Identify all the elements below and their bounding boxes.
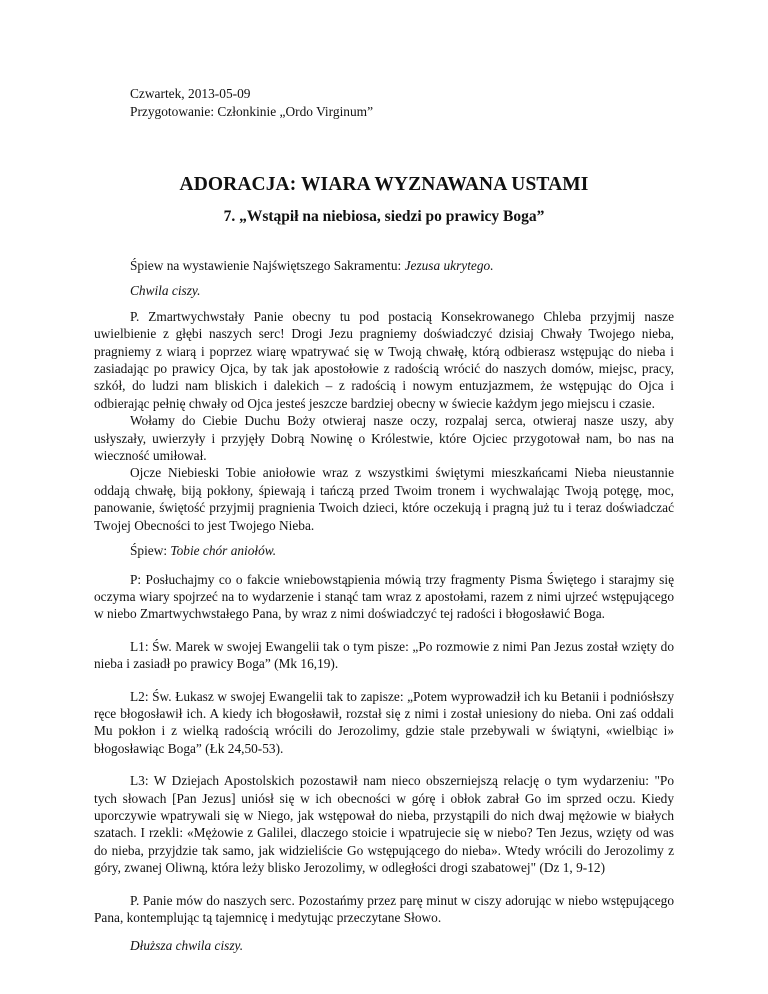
song-2-paragraph bbox=[94, 542, 674, 559]
silence-2-paragraph: Dłuższa chwila ciszy. bbox=[130, 938, 244, 954]
document-header bbox=[130, 85, 674, 121]
song-1-prefix: Śpiew na wystawienie Najświętszego Sakramentu: bbox=[130, 258, 405, 273]
song-2-prefix: Śpiew: bbox=[130, 543, 171, 559]
prepared-by-line: Przygotowanie: Członkinie „Ordo Virginum” bbox=[130, 104, 374, 119]
prayer-3-paragraph: Ojcze Niebieski Tobie aniołowie wraz z wszystkimi świętymi mieszkańcami Nieba nieustannie oddają chwałę, biją pokłony, śpiewają i tańczą przed Twoim tronem i wychwalając Twoją potęgę, moc, panowanie, świętość przyjmij pragnienia Twoich dzieci, które oczekują i pragną już tu i teraz doświadczać Twojej Obecności to jest Twojego Nieba. bbox=[94, 465, 674, 533]
document-title: ADORACJA: WIARA WYZNAWANA USTAMI bbox=[179, 174, 589, 195]
song-1-title: Jezusa ukrytego. bbox=[404, 258, 494, 273]
document-body bbox=[94, 257, 674, 955]
silence-1-paragraph: Chwila ciszy. bbox=[130, 283, 201, 299]
song-2-title: Tobie chór aniołów. bbox=[170, 543, 277, 559]
reading-2-paragraph: L2: Św. Łukasz w swojej Ewangelii tak to zapisze: „Potem wyprowadził ich ku Betanii i podniósłszy ręce błogosławił ich. A kiedy ich błogosławił, rozstał się z nimi i został uniesiony do nieba. Oni zaś oddali Mu pokłon i z wielką radością wrócili do Jerozolimy, gdzie stale przebywali w świątyni, «wielbiąc i» błogosławiąc Boga” (Łk 24,50-53). bbox=[94, 688, 674, 756]
prayer-2-paragraph: Wołamy do Ciebie Duchu Boży otwieraj nasze oczy, rozpalaj serca, otwieraj nasze uszy, aby usłyszały, uwierzyły i przyjęły Dobrą Nowinę o Królestwie, które Ojciec przygotował nam, bo nas na wieczność umiłował. bbox=[94, 413, 674, 464]
date-line: Czwartek, 2013-05-09 bbox=[130, 86, 251, 101]
prayer-1-paragraph: P. Zmartwychwstały Panie obecny tu pod postacią Konsekrowanego Chleba przyjmij nasze uwielbienie z głębi naszych serc! Drogi Jezu pragniemy doświadczyć dzisiaj Chwały Twojego nieba, pragniemy z wiarą i poprzez wiarę wpatrywać się w Twoją chwałę, którą odbierasz wstępując do nieba i zasiadając po prawicy Ojca, by tak jak apostołowie z radością wrócić do naszych domów, miejsc, pracy, szkół, do ludzi nam bliskich i dalekich – z radością i nowym entuzjazmem, że wstępując do Ojca i odbierając pełnię chwały od Ojca jesteś jeszcze bardziej obecny w świecie każdym jego miejscu i czasie. bbox=[94, 308, 674, 411]
song-1-paragraph bbox=[94, 257, 674, 274]
document-subtitle: 7. „Wstąpił na niebiosa, siedzi po prawicy Boga” bbox=[223, 208, 545, 225]
reading-3-paragraph: L3: W Dziejach Apostolskich pozostawił nam nieco obszerniejszą relację o tym wydarzeniu: "Po tych słowach [Pan Jezus] uniósł się w ich obecności w górę i obłok zabrał Go im sprzed oczu. Kiedy uporczywie wpatrywali się w Niego, jak wstępował do nieba, przystąpili do nich dwaj mężowie w białych szatach. I rzekli: «Mężowie z Galilei, dlaczego stoicie i wpatrujecie się w niebo? Ten Jezus, wzięty od was do nieba, przyjdzie tak samo, jak widzieliście Go wstępującego do nieba». Wtedy wrócili do Jerozolimy z góry, zwanej Oliwną, która leży blisko Jerozolimy, w odległości drogi szabatowej" (Dz 1, 9-12) bbox=[94, 773, 674, 876]
intro-paragraph: P: Posłuchajmy co o fakcie wniebowstąpienia mówią trzy fragmenty Pisma Świętego i starajmy się oczyma wiary spojrzeć na to wydarzenie i stanąć tam wraz z apostołami, razem z nimi ujrzeć wstępującego w niebo Zmartwychwstałego Pana, by wraz z nimi doświadczyć tej radości i błogosławić Boga. bbox=[94, 571, 674, 622]
reading-1-paragraph: L1: Św. Marek w swojej Ewangelii tak o tym pisze: „Po rozmowie z nimi Pan Jezus został wzięty do nieba i zasiadł po prawicy Boga” (Mk 16,19). bbox=[94, 638, 674, 672]
closing-paragraph: P. Panie mów do naszych serc. Pozostańmy przez parę minut w ciszy adorując w niebo wstępującego Pana, kontemplując tą tajemnicę i medytując przeczytane Słowo. bbox=[94, 892, 674, 925]
